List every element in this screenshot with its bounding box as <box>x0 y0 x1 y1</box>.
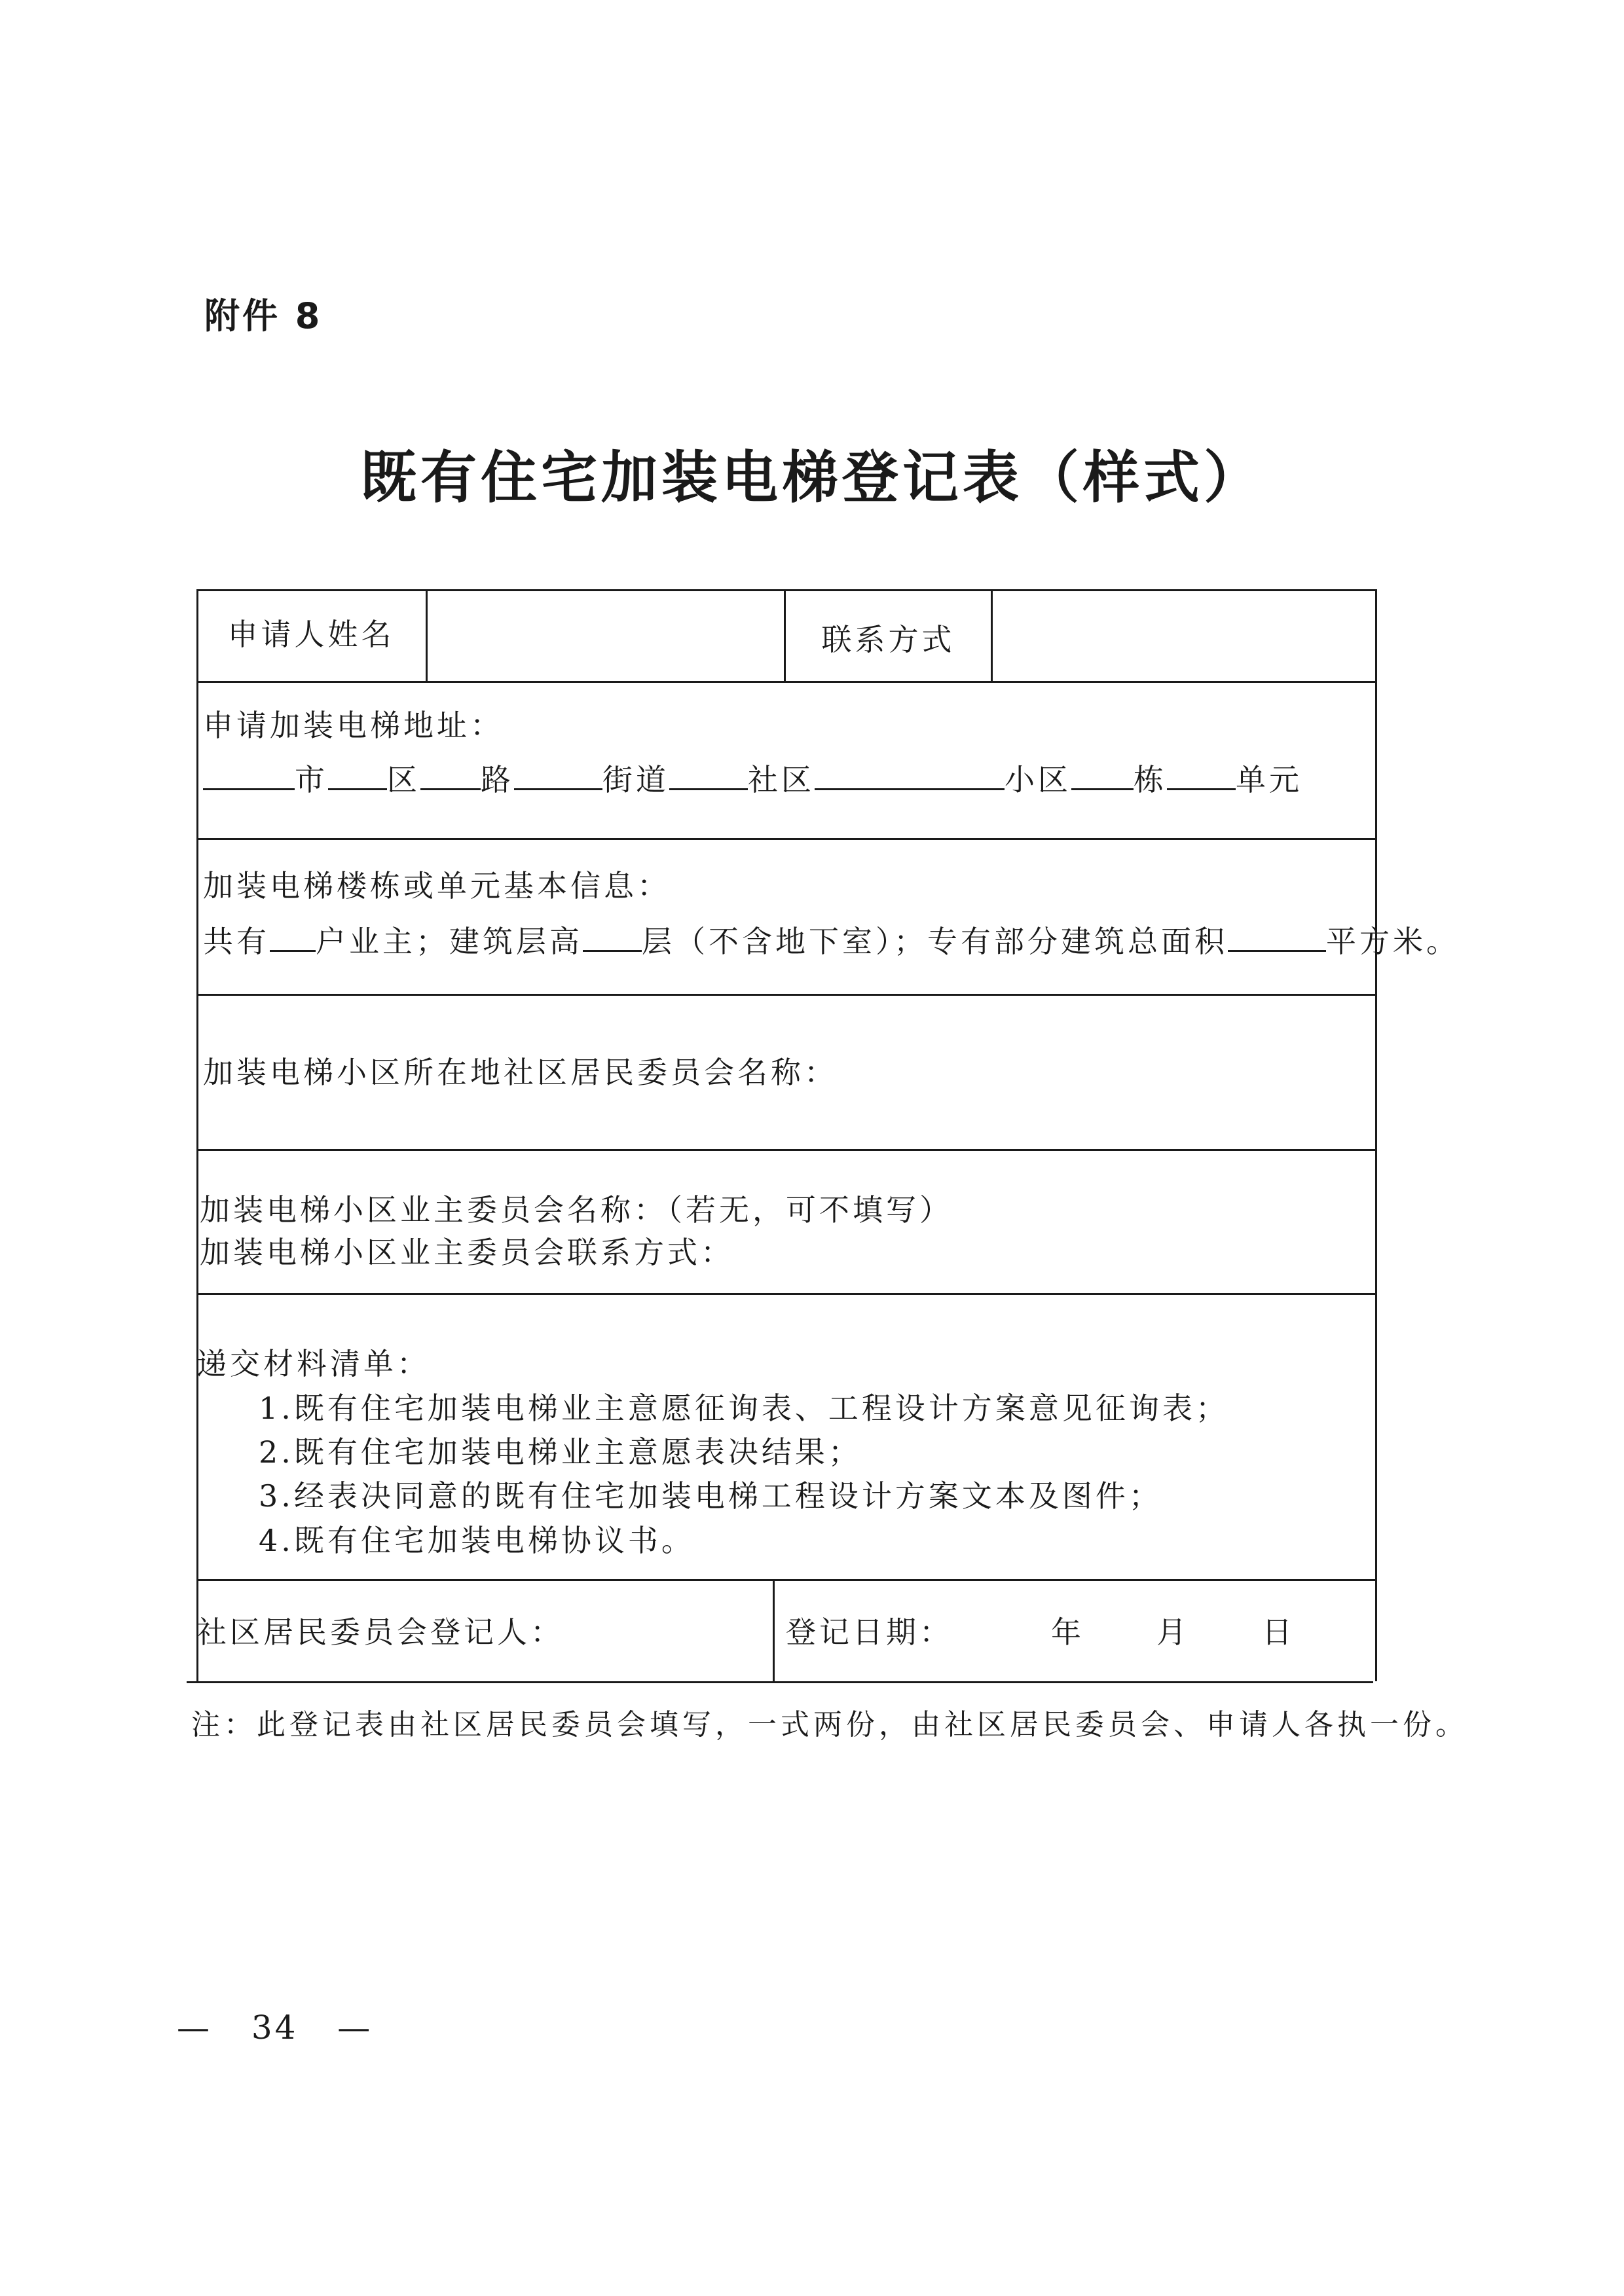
table-border-left <box>196 589 198 1681</box>
district-blank[interactable] <box>328 762 387 790</box>
row-divider <box>196 1293 1375 1295</box>
row-divider <box>196 838 1375 840</box>
road-blank[interactable] <box>420 762 481 790</box>
street-label: 街道 <box>602 762 669 797</box>
year-label: 年 <box>1051 1614 1084 1650</box>
road-label: 路 <box>481 762 514 797</box>
applicant-name-label: 申请人姓名 <box>227 617 395 652</box>
month-label: 月 <box>1156 1614 1190 1650</box>
footer-dash-right: — <box>337 2009 373 2047</box>
floors-blank[interactable] <box>583 924 642 952</box>
total-prefix: 共有 <box>203 924 270 959</box>
materials-item: 2.既有住宅加装电梯业主意愿表决结果； <box>259 1434 862 1470</box>
compound-blank[interactable] <box>815 762 1005 790</box>
floors-label: 层（不含地下室）；专有部分建筑总面积 <box>642 924 1228 959</box>
contact-field[interactable] <box>993 591 1374 680</box>
footer-dash-left: — <box>177 2009 212 2047</box>
unit-blank[interactable] <box>1167 762 1236 790</box>
address-label: 申请加装电梯地址： <box>203 708 504 743</box>
applicant-name-field[interactable] <box>428 591 783 680</box>
area-unit: 平方米。 <box>1326 924 1460 959</box>
col-divider <box>773 1579 775 1681</box>
unit-label: 单元 <box>1236 762 1302 797</box>
community-label: 社区 <box>748 762 815 797</box>
table-border-bottom <box>187 1681 1373 1683</box>
materials-item: 3.经表决同意的既有住宅加装电梯工程设计方案文本及图件； <box>259 1478 1162 1514</box>
date-label: 登记日期： <box>786 1614 953 1650</box>
materials-item: 1.既有住宅加装电梯业主意愿征询表、工程设计方案意见征询表； <box>259 1391 1229 1426</box>
page-title: 既有住宅加装电梯登记表（样式） <box>360 445 1264 511</box>
building-blank[interactable] <box>1071 762 1134 790</box>
row-divider <box>196 994 1375 996</box>
attachment-label: 附件 8 <box>204 295 323 337</box>
owners-label: 户业主；建筑层高 <box>316 924 583 959</box>
owners-blank[interactable] <box>270 924 316 952</box>
page-footer <box>177 2009 373 2047</box>
row-divider <box>196 1579 1375 1581</box>
owners-committee-name-label: 加装电梯小区业主委员会名称：（若无，可不填写） <box>200 1192 953 1228</box>
contact-label: 联系方式 <box>821 622 955 657</box>
city-label: 市 <box>295 762 328 797</box>
date-line <box>786 1611 1362 1654</box>
building-label: 栋 <box>1134 762 1167 797</box>
row-divider <box>196 681 1375 683</box>
materials-item: 4.既有住宅加装电梯协议书。 <box>259 1523 695 1558</box>
street-blank[interactable] <box>514 762 602 790</box>
owners-committee-contact-label: 加装电梯小区业主委员会联系方式： <box>200 1235 734 1270</box>
day-label: 日 <box>1262 1614 1295 1650</box>
city-blank[interactable] <box>203 762 295 790</box>
page-number: 34 <box>251 2009 299 2047</box>
residents-committee-label: 加装电梯小区所在地社区居民委员会名称： <box>203 1055 838 1090</box>
row-divider <box>196 1149 1375 1151</box>
building-info-line <box>203 920 1460 963</box>
materials-label: 递交材料清单： <box>196 1346 430 1381</box>
district-label: 区 <box>387 762 420 797</box>
compound-label: 小区 <box>1005 762 1071 797</box>
address-line <box>203 758 1369 801</box>
area-blank[interactable] <box>1228 924 1326 952</box>
table-border-right <box>1375 589 1377 1681</box>
community-blank[interactable] <box>669 762 748 790</box>
footnote: 注：此登记表由社区居民委员会填写，一式两份，由社区居民委员会、申请人各执一份。 <box>191 1708 1468 1741</box>
registrar-label: 社区居民委员会登记人： <box>196 1614 564 1650</box>
building-info-label: 加装电梯楼栋或单元基本信息： <box>203 868 671 903</box>
